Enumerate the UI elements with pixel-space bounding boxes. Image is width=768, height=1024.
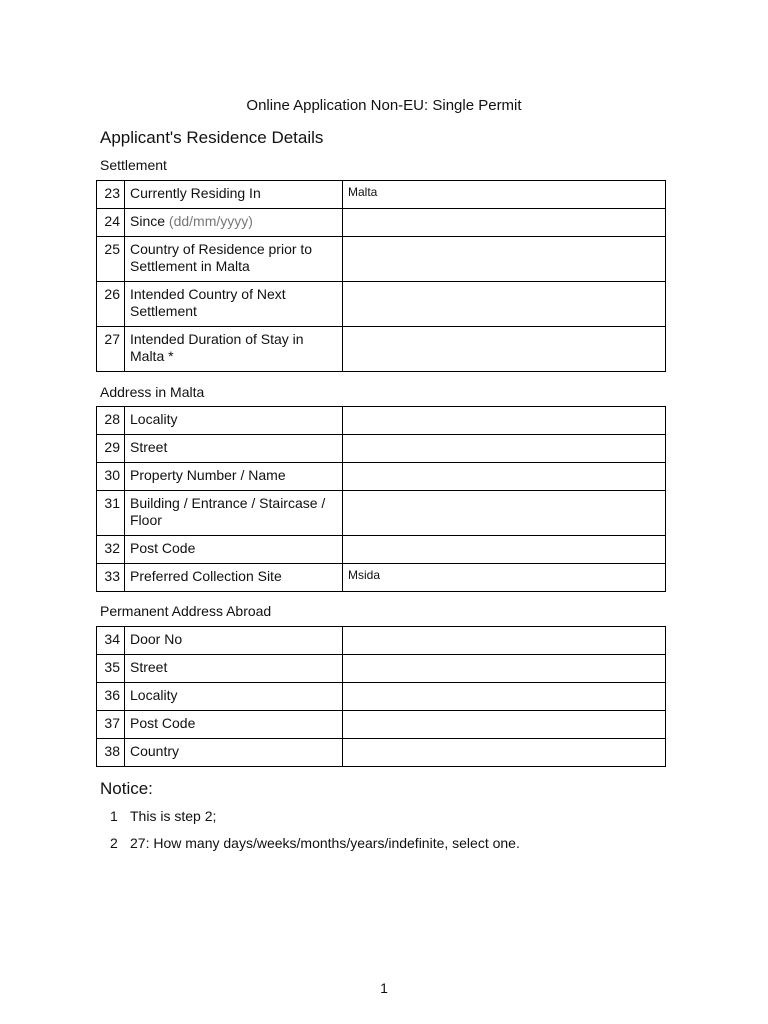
notice-item-number: 1 [110,808,118,824]
table-row [97,435,666,463]
field-value-abroad-street[interactable] [343,655,666,683]
address-malta-table [96,406,666,592]
field-label: Post Code [125,536,343,564]
field-value-property[interactable] [343,463,666,491]
field-value-door-no[interactable] [343,627,666,655]
table-row [97,627,666,655]
table-row [97,282,666,327]
row-number: 26 [97,282,125,327]
field-value-prior-residence[interactable] [343,237,666,282]
row-number: 32 [97,536,125,564]
row-number: 25 [97,237,125,282]
notice-item [110,808,216,824]
row-number: 38 [97,739,125,767]
table-row [97,739,666,767]
field-value-abroad-post-code[interactable] [343,711,666,739]
field-label: Country [125,739,343,767]
row-number: 23 [97,181,125,209]
address-abroad-table [96,626,666,767]
field-value-street[interactable] [343,435,666,463]
field-value-duration-of-stay[interactable] [343,327,666,372]
field-label-text: Intended Duration of Stay in Malta * [130,331,304,364]
row-number: 28 [97,407,125,435]
field-label-text: Country of Residence prior to Settlement in Malta [130,241,313,274]
subheading-settlement: Settlement [100,157,167,173]
row-number: 35 [97,655,125,683]
row-number: 29 [97,435,125,463]
field-label: Door No [125,627,343,655]
table-row [97,181,666,209]
table-row [97,209,666,237]
table-row [97,536,666,564]
row-number: 27 [97,327,125,372]
subheading-address-abroad: Permanent Address Abroad [100,603,272,619]
settlement-table [96,180,666,372]
table-row [97,683,666,711]
row-number: 37 [97,711,125,739]
field-label: Post Code [125,711,343,739]
field-value-since[interactable] [343,209,666,237]
field-label [125,327,343,372]
table-row [97,491,666,536]
field-label: Building / Entrance / Staircase / Floor [125,491,343,536]
notice-item-text: 27: How many days/weeks/months/years/indefinite, select one. [130,835,520,851]
field-label [125,282,343,327]
row-number: 33 [97,564,125,592]
field-value-next-settlement[interactable] [343,282,666,327]
field-value-building[interactable] [343,491,666,536]
field-value-abroad-country[interactable] [343,739,666,767]
field-label: Locality [125,407,343,435]
row-number: 31 [97,491,125,536]
notice-item-number: 2 [110,835,118,851]
field-label: Street [125,435,343,463]
notice-item [110,835,520,851]
field-label: Property Number / Name [125,463,343,491]
section-heading-residence: Applicant's Residence Details [100,128,324,147]
field-value-currently-residing[interactable]: Malta [343,181,666,209]
field-label: Preferred Collection Site [125,564,343,592]
row-number: 36 [97,683,125,711]
field-value-locality[interactable] [343,407,666,435]
field-label [125,181,343,209]
row-number: 24 [97,209,125,237]
field-label: Locality [125,683,343,711]
row-number: 30 [97,463,125,491]
table-row [97,407,666,435]
table-row [97,564,666,592]
field-label-text: Currently Residing In [130,185,261,201]
subheading-address-malta: Address in Malta [100,384,205,400]
table-row [97,463,666,491]
field-value-collection-site[interactable]: Msida [343,564,666,592]
field-label [125,209,343,237]
field-value-abroad-locality[interactable] [343,683,666,711]
table-row [97,237,666,282]
notice-item-text: This is step 2; [130,808,217,824]
field-label [125,237,343,282]
page-number: 1 [380,980,388,996]
table-row [97,327,666,372]
table-row [97,711,666,739]
row-number: 34 [97,627,125,655]
field-label: Street [125,655,343,683]
field-label-text: Intended Country of Next Settlement [130,286,286,319]
field-label-text: Since [130,213,166,229]
notice-heading: Notice: [100,779,153,798]
field-value-post-code[interactable] [343,536,666,564]
date-format-hint: (dd/mm/yyyy) [165,213,253,229]
page-title: Online Application Non-EU: Single Permit [246,97,522,114]
table-row [97,655,666,683]
